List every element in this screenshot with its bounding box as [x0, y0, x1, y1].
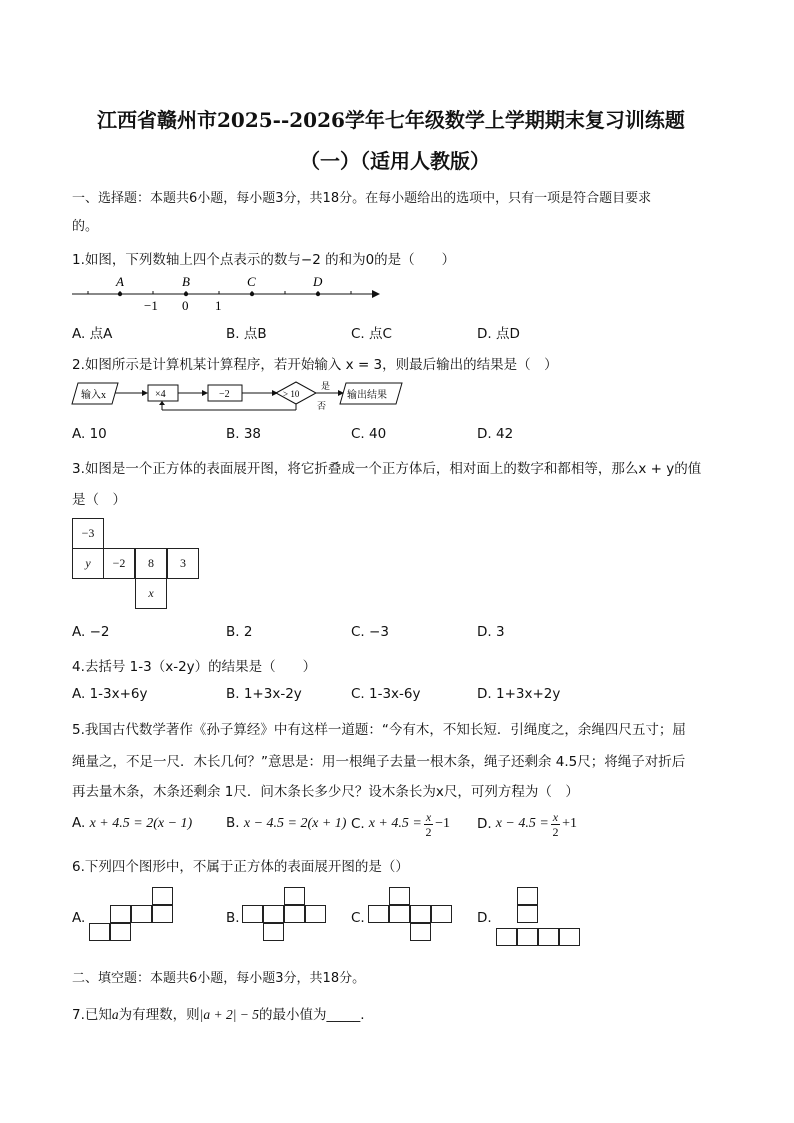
q5-option-c-fraction	[424, 810, 433, 839]
flow-no-label: 否	[317, 401, 327, 411]
q5-option-a-expr: x + 4.5 = 2(x − 1)	[89, 816, 193, 831]
page-title: 江西省赣州市2025--2026学年七年级数学上学期期末复习训练题	[97, 108, 685, 132]
q5-option-c-rhs: −1	[435, 816, 451, 831]
q5-option-b-expr: x − 4.5 = 2(x + 1)	[243, 816, 347, 831]
net-square	[517, 928, 538, 946]
q5-option-c[interactable]	[351, 806, 450, 842]
net-square	[517, 887, 538, 905]
net-cell-neg2: −2	[103, 548, 135, 579]
tick-label-1: 1	[215, 298, 222, 313]
q1-option-c[interactable]: C. 点C	[351, 326, 392, 342]
net-square	[89, 923, 110, 941]
q1-option-d[interactable]: D. 点D	[477, 326, 520, 342]
point-a-label: A	[116, 274, 124, 289]
q4-option-a[interactable]: A. 1-3x+6y	[72, 686, 148, 702]
q5-option-d-lhs: x − 4.5 =	[495, 816, 549, 831]
question-7-expr: |a + 2| − 5	[199, 1007, 260, 1022]
q5-option-c-denominator: 2	[425, 824, 432, 839]
net-square	[131, 905, 152, 923]
q5-option-d-fraction	[551, 810, 560, 839]
q5-option-d[interactable]	[477, 806, 577, 842]
q5-option-c-numerator: x	[425, 809, 432, 824]
net-square	[410, 905, 431, 923]
point-c-label: C	[247, 274, 256, 289]
point-b-dot	[184, 292, 188, 296]
net-cell-3: 3	[167, 548, 199, 579]
question-7-mid: 为有理数，则	[118, 1007, 200, 1023]
net-square	[559, 928, 580, 946]
net-square	[517, 905, 538, 923]
q5-option-a-label: A.	[72, 815, 86, 831]
q6-option-a-label[interactable]: A.	[72, 910, 86, 926]
q4-option-d[interactable]: D. 1+3x+2y	[477, 686, 561, 702]
q2-option-a[interactable]: A. 10	[72, 426, 107, 442]
q6-option-c-label[interactable]: C.	[351, 910, 365, 926]
net-square	[110, 905, 131, 923]
flow-step2-text: −2	[219, 389, 230, 400]
net-square	[242, 905, 263, 923]
net-square	[410, 923, 431, 941]
flow-output-text: 输出结果	[347, 390, 387, 401]
q3-option-d[interactable]: D. 3	[477, 624, 505, 640]
q4-option-c[interactable]: C. 1-3x-6y	[351, 686, 421, 702]
question-2-stem: 2.如图所示是计算机某计算程序，若开始输入 x = 3，则最后输出的结果是（ ）	[72, 357, 558, 373]
net-cell-top: −3	[72, 518, 104, 549]
net-square	[305, 905, 326, 923]
net-cell-y: y	[72, 548, 104, 579]
q2-option-d[interactable]: D. 42	[477, 426, 514, 442]
q1-option-b[interactable]: B. 点B	[226, 326, 267, 342]
tick-label-neg1: −1	[144, 298, 158, 313]
question-4-stem: 4.去括号 1-3（x-2y）的结果是（ ）	[72, 659, 317, 675]
net-square	[368, 905, 389, 923]
section-two-header: 二、填空题：本题共6小题，每小题3分，共18分。	[72, 971, 366, 986]
q5-option-c-label: C.	[351, 816, 365, 832]
q6-option-d-label[interactable]: D.	[477, 910, 492, 926]
flow-yes-label: 是	[321, 381, 331, 391]
q4-option-b[interactable]: B. 1+3x-2y	[226, 686, 302, 702]
net-square	[284, 905, 305, 923]
question-3-stem-line1: 3.如图是一个正方体的表面展开图，将它折叠成一个正方体后，相对面上的数字和都相等，那么x + y的值	[72, 461, 702, 477]
question-7-post: 的最小值为_____.	[259, 1007, 365, 1023]
tick-label-0: 0	[182, 298, 189, 313]
section-one-header-line1: 一、选择题：本题共6小题，每小题3分，共18分。在每小题给出的选项中，只有一项是符合题目要求	[72, 191, 652, 206]
q1-option-a[interactable]: A. 点A	[72, 326, 113, 342]
net-square	[496, 928, 517, 946]
point-d-label: D	[313, 274, 323, 289]
section-one-header-line2: 的。	[72, 219, 99, 234]
q3-option-c[interactable]: C. −3	[351, 624, 389, 640]
question-5-line3: 再去量木条，木条还剩余 1尺．问木条长多少尺？设木条长为x尺，可列方程为（ ）	[72, 784, 579, 800]
q5-option-b[interactable]	[226, 815, 346, 832]
question-5-line1: 5.我国古代数学著作《孙子算经》中有这样一道题：“今有木，不知长短．引绳度之，余绳四尺五寸；屈	[72, 722, 686, 738]
net-square	[431, 905, 452, 923]
q5-option-a[interactable]	[72, 815, 192, 832]
flow-condition-text: > 10	[283, 389, 300, 399]
q5-option-c-lhs: x + 4.5 =	[368, 816, 422, 831]
question-3-stem-line2: 是（ ）	[72, 492, 126, 508]
page-subtitle: （一）（适用人教版）	[300, 149, 490, 173]
net-square	[389, 905, 410, 923]
net-square	[152, 887, 173, 905]
net-square	[284, 887, 305, 905]
net-square	[389, 887, 410, 905]
net-square	[110, 923, 131, 941]
point-b-label: B	[182, 274, 190, 289]
q5-option-d-numerator: x	[552, 809, 559, 824]
net-square	[263, 923, 284, 941]
net-square	[538, 928, 559, 946]
question-5-line2: 绳量之，不足一尺．木长几何？”意思是：用一根绳子去量一根木条，绳子还剩余 4.5尺；将绳子对折后	[72, 754, 686, 770]
question-7	[72, 1003, 365, 1023]
q3-option-b[interactable]: B. 2	[226, 624, 253, 640]
point-a-dot	[118, 292, 122, 296]
q2-option-b[interactable]: B. 38	[226, 426, 262, 442]
net-square	[263, 905, 284, 923]
q6-option-b-label[interactable]: B.	[226, 910, 240, 926]
q5-option-b-label: B.	[226, 815, 240, 831]
net-square	[152, 905, 173, 923]
net-cell-8: 8	[135, 548, 167, 579]
question-1-stem: 1.如图，下列数轴上四个点表示的数与−2 的和为0的是（ ）	[72, 252, 456, 268]
flowchart-figure	[70, 378, 405, 414]
question-7-var: a	[111, 1007, 119, 1022]
net-cell-x: x	[135, 578, 167, 609]
q5-option-d-denominator: 2	[552, 824, 559, 839]
q2-option-c[interactable]: C. 40	[351, 426, 387, 442]
point-c-dot	[250, 292, 254, 296]
q3-option-a[interactable]: A. −2	[72, 624, 110, 640]
number-line-figure	[70, 270, 380, 315]
point-d-dot	[316, 292, 320, 296]
q5-option-d-rhs: +1	[562, 816, 578, 831]
flow-step1-text: ×4	[155, 389, 166, 400]
question-6-stem: 6.下列四个图形中，不属于正方体的表面展开图的是（）	[72, 859, 409, 875]
question-7-pre: 7.已知	[72, 1007, 112, 1023]
q5-option-d-label: D.	[477, 816, 492, 832]
flow-input-text: 输入x	[81, 390, 106, 401]
